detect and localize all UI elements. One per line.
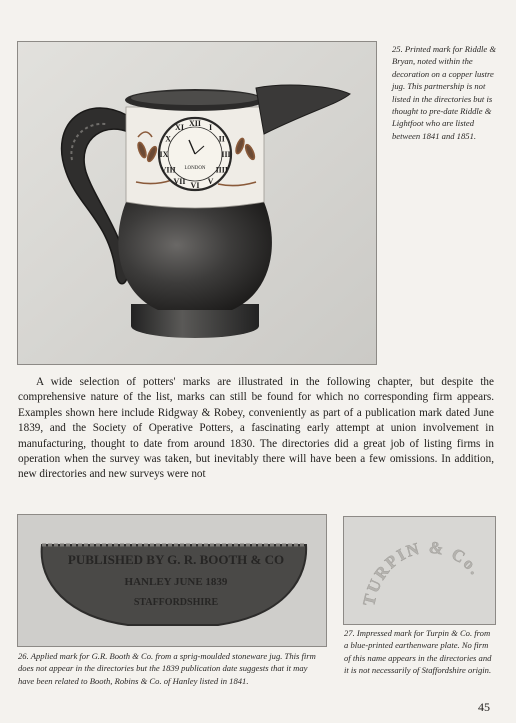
clock-numeral: V — [207, 176, 214, 186]
booth-mark-line2: HANLEY JUNE 1839 — [124, 576, 228, 588]
booth-mark-line1: PUBLISHED BY G. R. BOOTH & CO — [67, 552, 285, 567]
booth-mark-photo — [17, 514, 327, 647]
clock-numeral: IX — [159, 150, 169, 159]
clock-numeral: II — [218, 134, 225, 144]
turpin-mark-text: TURPIN & Co. — [359, 537, 486, 608]
body-paragraph: A wide selection of potters' marks are illustrated in the following chapter, but despite the comprehensive nature of the list, marks can still be found for which no corresponding firm appears. Examples shown here include Ridgway & Robey, conveniently as part of a publication mark dated June 1839, and the Society of Operative Potters, a fascinating early attempt at union involvement in manufacturing, thought to date from around 1830. The directories did a great job of listing firms in operation when the survey was taken, but inevitably there will have been a few omissions. In addition, new directories and new surveys were not — [18, 376, 494, 481]
page-number: 45 — [478, 700, 490, 714]
clock-numeral: I — [208, 123, 213, 133]
clock-numeral: IIII — [215, 165, 229, 175]
clock-numeral: III — [221, 150, 231, 159]
clock-label: LONDON — [184, 166, 206, 171]
clock-numeral: XI — [175, 123, 184, 133]
jug-photo — [17, 41, 377, 365]
caption-fig25: 25. Printed mark for Riddle & Bryan, noted within the decoration on a copper lustre jug. This partnership is not listed in the directories but is thought to pre-date Riddle & Lightfoot who are listed between 1841 and 1851. — [392, 44, 497, 141]
caption-fig27: 27. Impressed mark for Turpin & Co. from a blue-printed earthenware plate. No firm of this name appears in the directories and it is not necessarily of Staffordshire origin. — [344, 628, 492, 676]
clock-numeral: X — [165, 134, 172, 144]
clock-numeral: VIII — [160, 165, 176, 175]
clock-numeral: VII — [173, 176, 186, 186]
clock-numeral: XII — [188, 119, 202, 128]
booth-mark-illustration — [18, 515, 326, 646]
caption-fig26: 26. Applied mark for G.R. Booth & Co. from a sprig-moulded stoneware jug. This firm does not appear in the directories but the 1839 publication date suggests that it may have been related to Booth, Robins & Co. of Hanley listed in 1841. — [18, 651, 316, 686]
booth-mark-line3: STAFFORDSHIRE — [133, 597, 219, 608]
turpin-mark-photo — [343, 516, 496, 625]
clock-numeral: VI — [190, 181, 200, 190]
jug-illustration — [18, 42, 376, 364]
turpin-mark-illustration — [344, 517, 495, 624]
